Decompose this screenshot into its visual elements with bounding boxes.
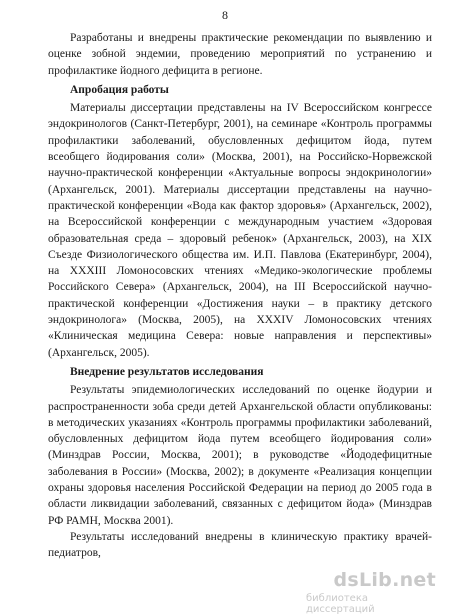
page-number: 8 (222, 8, 228, 22)
paragraph-implementation: Результаты эпидемиологических исследований по оценке йодурии и распространенности зоба среди детей Архангельской области опубликованы: в методических указаниях «Контроль программы профилактики заболеваний, обусловленных дефицитом йода путем всеобщего йодирования соли» (Минздрав России, Москва, 2001); в руководстве «Йододефицитные заболевания в России» (Москва, 2002); в документе «Реализация концепции охраны здоровья населения Российской Федерации на период до 2005 года в области ликвидации заболеваний, связанных с дефицитом йода» (Минздрав РФ РАМН, Москва 2001). (48, 384, 432, 527)
paragraph-recommendations: Разработаны и внедрены практические рекомендации по выявлению и оценке зобной эндемии, проведению мероприятий по устранению и профилактике йодного дефицита в регионе. (48, 32, 432, 77)
paragraph-clinical-practice: Результаты исследований внедрены в клиническую практику врачей-педиатров, (48, 530, 432, 560)
watermark-brand: dsLib.net (333, 569, 436, 591)
watermark-subtitle: библиотека диссертаций (306, 593, 375, 615)
heading-approbation: Апробация работы (70, 83, 169, 96)
paragraph-approbation: Материалы диссертации представлены на IV Всероссийском конгрессе эндокринологов (Санкт-Петербург, 2001), на семинаре «Контроль программы профилактики заболеваний, обусловленных дефицитом йода, путем всеобщего йодирования соли» (Москва, 2001), на Российско-Норвежской научно-практической конференции «Актуальные вопросы эндокринологии» (Архангельск, 2001). Материалы диссертации представлены на научно-практической конференции «Вода как фактор здоровья» (Архангельск, 2002), на Всероссийской конференции с международным участием «Здоровая образовательная среда – здоровый ребенок» (Архангельск, 2003), на XIX Съезде Физиологического общества им. И.П. Павлова (Екатеринбург, 2004), на XXXIII Ломоносовских чтениях «Медико-экологические проблемы Российского Севера» (Архангельск, 2004), на III Всероссийской научно-практической конференции «Достижения науки – в практику детского эндокринолога» (Москва, 2005), на XXXIV Ломоносовских чтениях «Клиническая медицина Севера: новые направления и перспективы» (Архангельск, 2005). (48, 102, 432, 359)
heading-implementation: Внедрение результатов исследования (70, 365, 264, 378)
watermark (306, 569, 436, 615)
body-text (48, 30, 432, 562)
